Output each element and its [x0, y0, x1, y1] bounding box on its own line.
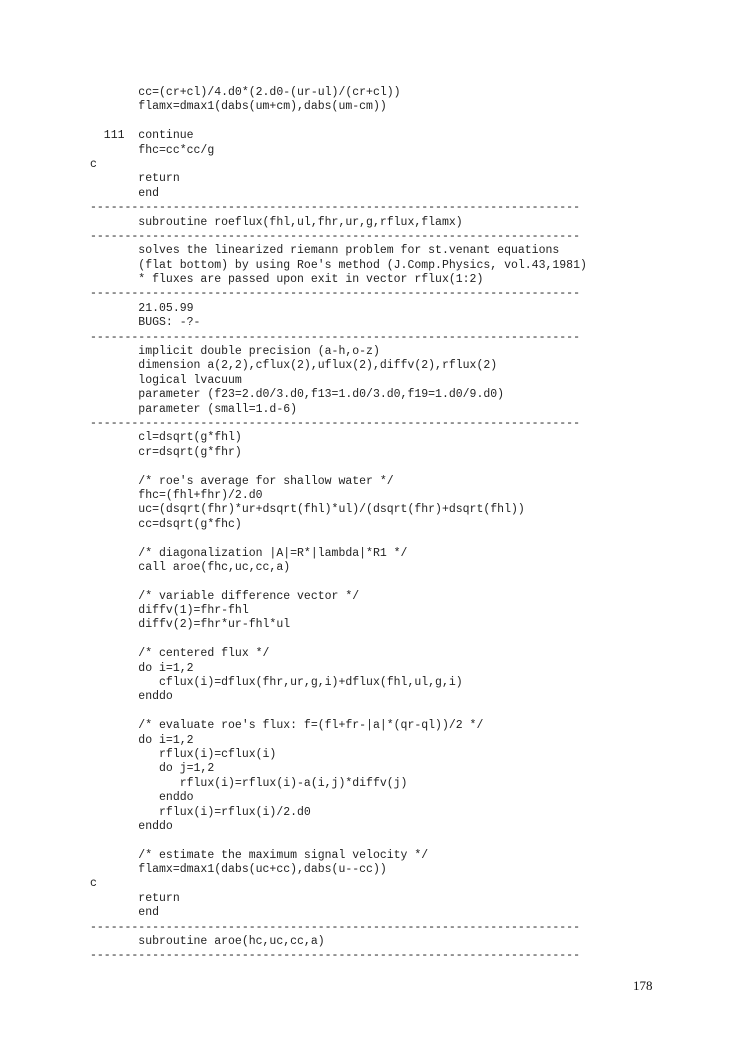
code-line [90, 834, 587, 848]
code-line: c [90, 877, 97, 891]
code-line: /* evaluate roe's flux: f=(fl+fr-|a|*(qr-ql))/2 */ [90, 719, 484, 733]
code-line: /* diagonalization |A|=R*|lambda|*R1 */ [90, 546, 408, 560]
code-line: ----------------------------------------------------------------------- [90, 920, 580, 934]
code-line: ----------------------------------------------------------------------- [90, 416, 580, 430]
code-line [90, 633, 587, 647]
code-line: call aroe(fhc,uc,cc,a) [90, 560, 291, 574]
code-line: ----------------------------------------------------------------------- [90, 330, 580, 344]
code-line: cc=dsqrt(g*fhc) [90, 517, 242, 531]
code-line: 21.05.99 [90, 301, 194, 315]
code-line: * fluxes are passed upon exit in vector rflux(1:2) [90, 273, 484, 287]
code-line: enddo [90, 690, 173, 704]
code-line: 111 continue [90, 129, 194, 143]
code-line [90, 575, 587, 589]
code-line [90, 705, 587, 719]
code-line: rflux(i)=cflux(i) [90, 747, 277, 761]
code-line [90, 532, 587, 546]
code-line: return [90, 891, 180, 905]
code-line: flamx=dmax1(dabs(uc+cc),dabs(u--cc)) [90, 863, 387, 877]
code-line: dimension a(2,2),cflux(2),uflux(2),diffv(2),rflux(2) [90, 359, 498, 373]
code-line: parameter (small=1.d-6) [90, 402, 298, 416]
code-line [90, 115, 587, 129]
code-line: ----------------------------------------------------------------------- [90, 201, 580, 215]
code-line: cflux(i)=dflux(fhr,ur,g,i)+dflux(fhl,ul,g,i) [90, 676, 463, 690]
code-line: enddo [90, 819, 173, 833]
code-line: do j=1,2 [90, 762, 215, 776]
code-line: subroutine aroe(hc,uc,cc,a) [90, 935, 325, 949]
code-line: ----------------------------------------------------------------------- [90, 949, 580, 963]
code-line: subroutine roeflux(fhl,ul,fhr,ur,g,rflux,flamx) [90, 215, 463, 229]
code-line: (flat bottom) by using Roe's method (J.Comp.Physics, vol.43,1981) [90, 258, 587, 272]
page-number: 178 [633, 978, 653, 993]
code-line: rflux(i)=rflux(i)-a(i,j)*diffv(j) [90, 776, 408, 790]
code-line [90, 460, 587, 474]
code-line: implicit double precision (a-h,o-z) [90, 345, 380, 359]
code-line: c [90, 157, 97, 171]
code-line: fhc=cc*cc/g [90, 143, 215, 157]
code-line: do i=1,2 [90, 733, 194, 747]
code-line: /* variable difference vector */ [90, 589, 360, 603]
code-line: /* centered flux */ [90, 647, 270, 661]
code-line: ----------------------------------------------------------------------- [90, 229, 580, 243]
code-line: do i=1,2 [90, 661, 194, 675]
code-line: diffv(2)=fhr*ur-fhl*ul [90, 618, 291, 632]
code-line: end [90, 906, 160, 920]
code-line: cl=dsqrt(g*fhl) [90, 431, 242, 445]
code-line: diffv(1)=fhr-fhl [90, 604, 249, 618]
code-line: logical lvacuum [90, 373, 242, 387]
code-line: flamx=dmax1(dabs(um+cm),dabs(um-cm)) [90, 100, 387, 114]
code-line: return [90, 172, 180, 186]
code-line: ----------------------------------------------------------------------- [90, 287, 580, 301]
code-line: enddo [90, 791, 194, 805]
code-line: solves the linearized riemann problem for st.venant equations [90, 244, 560, 258]
code-line: parameter (f23=2.d0/3.d0,f13=1.d0/3.d0,f19=1.d0/9.d0) [90, 388, 505, 402]
code-line: /* roe's average for shallow water */ [90, 474, 394, 488]
code-line: rflux(i)=rflux(i)/2.d0 [90, 805, 311, 819]
code-listing [90, 86, 587, 964]
code-line: fhc=(fhl+fhr)/2.d0 [90, 488, 263, 502]
code-line: cr=dsqrt(g*fhr) [90, 445, 242, 459]
code-line: cc=(cr+cl)/4.d0*(2.d0-(ur-ul)/(cr+cl)) [90, 86, 401, 99]
code-line: BUGS: -?- [90, 316, 201, 330]
code-line: /* estimate the maximum signal velocity */ [90, 848, 429, 862]
code-line: uc=(dsqrt(fhr)*ur+dsqrt(fhl)*ul)/(dsqrt(fhr)+dsqrt(fhl)) [90, 503, 525, 517]
code-line: end [90, 186, 160, 200]
